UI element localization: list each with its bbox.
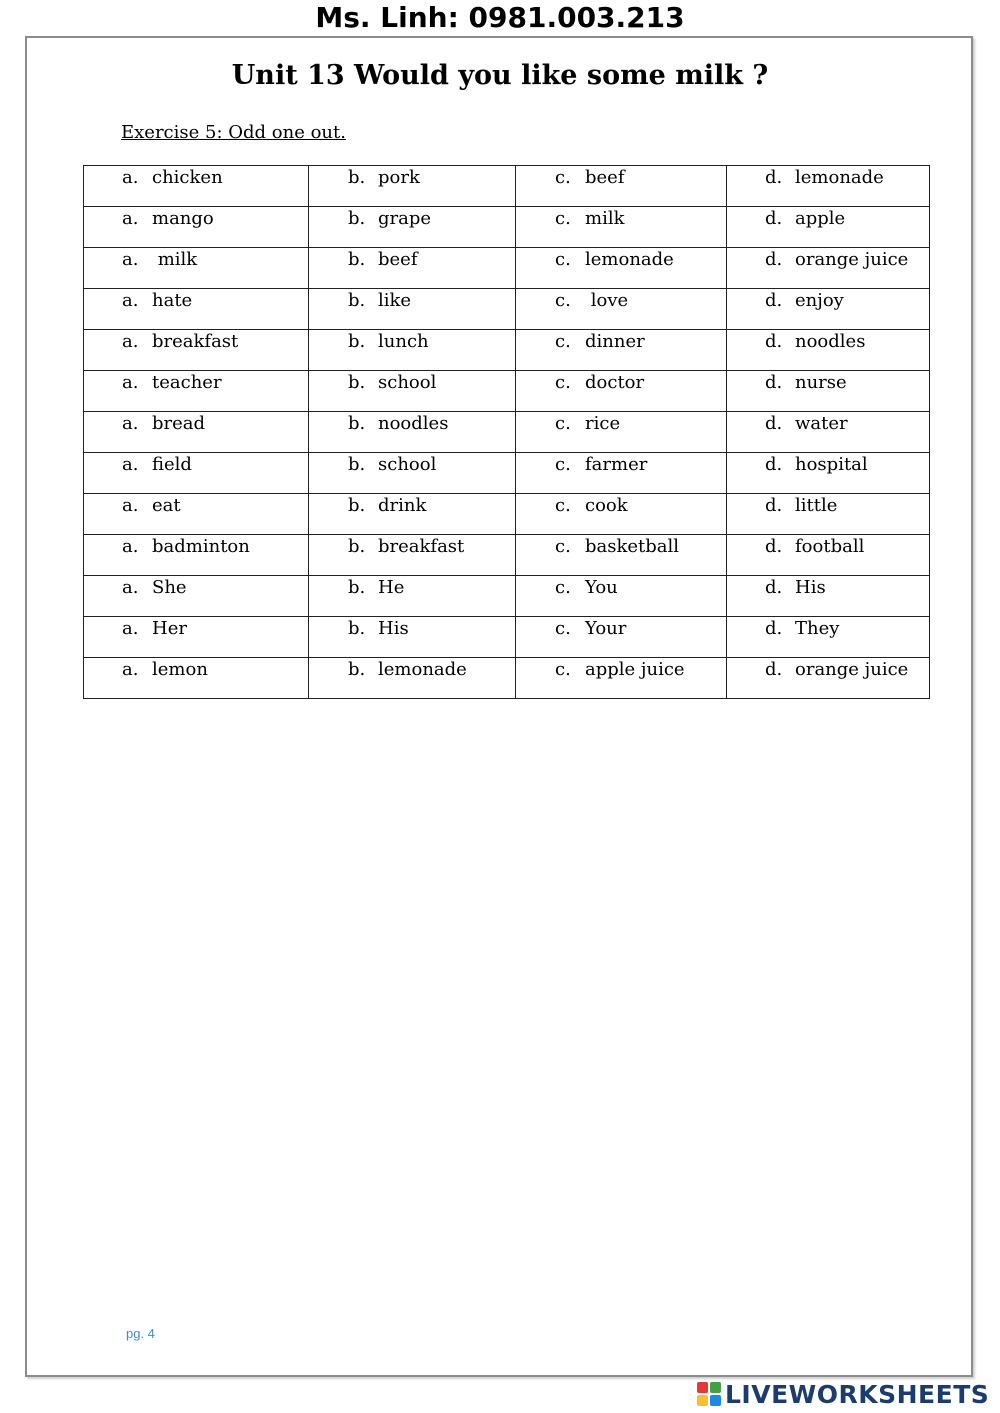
- option: [727, 330, 929, 353]
- option-word: She: [152, 577, 187, 598]
- option: [516, 658, 726, 681]
- option: [516, 248, 726, 271]
- option: [727, 289, 929, 312]
- option-cell[interactable]: [84, 289, 309, 330]
- option-cell[interactable]: [84, 371, 309, 412]
- option-cell[interactable]: [84, 166, 309, 207]
- option-word: beef: [585, 167, 625, 188]
- option: [727, 371, 929, 394]
- liveworksheets-brand[interactable]: [697, 1378, 989, 1410]
- option-cell[interactable]: [84, 576, 309, 617]
- option-cell[interactable]: [516, 576, 727, 617]
- option: [516, 371, 726, 394]
- option-letter: a.: [122, 495, 139, 516]
- option-word: Your: [585, 618, 627, 639]
- option: [727, 166, 929, 189]
- option-cell[interactable]: [727, 289, 930, 330]
- option: [309, 248, 515, 271]
- quiz-row: [84, 330, 930, 371]
- option-cell[interactable]: [516, 494, 727, 535]
- option-word: His: [378, 618, 409, 639]
- option: [84, 494, 308, 517]
- option-cell[interactable]: [727, 535, 930, 576]
- odd-one-out-table: [83, 165, 930, 699]
- option: [516, 289, 726, 312]
- option-word: football: [795, 536, 865, 557]
- option-word: drink: [378, 495, 427, 516]
- option-letter: a.: [122, 167, 139, 188]
- option-letter: a.: [122, 577, 139, 598]
- option-letter: b.: [348, 167, 366, 188]
- option-word: doctor: [585, 372, 645, 393]
- option-letter: c.: [555, 536, 571, 557]
- option-letter: c.: [555, 495, 571, 516]
- option-word: nurse: [795, 372, 847, 393]
- option-letter: b.: [348, 536, 366, 557]
- option: [84, 658, 308, 681]
- option-cell[interactable]: [84, 617, 309, 658]
- option: [84, 576, 308, 599]
- option: [84, 248, 308, 271]
- option-letter: b.: [348, 413, 366, 434]
- option: [309, 535, 515, 558]
- option: [727, 576, 929, 599]
- option-letter: d.: [765, 249, 783, 270]
- option-letter: b.: [348, 331, 366, 352]
- option-cell[interactable]: [727, 617, 930, 658]
- option-cell[interactable]: [516, 658, 727, 699]
- option: [516, 166, 726, 189]
- option: [309, 371, 515, 394]
- quiz-row: [84, 166, 930, 207]
- option-letter: d.: [765, 372, 783, 393]
- option-cell[interactable]: [727, 494, 930, 535]
- option-word: hate: [152, 290, 193, 311]
- option-word: teacher: [152, 372, 222, 393]
- option: [516, 535, 726, 558]
- option-word: beef: [378, 249, 418, 270]
- option-letter: d.: [765, 167, 783, 188]
- option-letter: c.: [555, 413, 571, 434]
- option-cell[interactable]: [516, 289, 727, 330]
- quiz-row: [84, 617, 930, 658]
- quiz-row: [84, 207, 930, 248]
- option-word: He: [378, 577, 405, 598]
- option: [309, 207, 515, 230]
- option-letter: d.: [765, 495, 783, 516]
- option-cell[interactable]: [309, 248, 516, 289]
- option-word: school: [378, 372, 437, 393]
- quiz-row: [84, 576, 930, 617]
- option-letter: c.: [555, 208, 571, 229]
- option-cell[interactable]: [727, 371, 930, 412]
- option-word: school: [378, 454, 437, 475]
- option-word: grape: [378, 208, 432, 229]
- quiz-row: [84, 535, 930, 576]
- option: [727, 617, 929, 640]
- option-cell[interactable]: [309, 576, 516, 617]
- page-title: Unit 13 Would you like some milk ?: [231, 60, 769, 91]
- option-cell[interactable]: [309, 494, 516, 535]
- option-word: breakfast: [378, 536, 465, 557]
- option-word: lunch: [378, 331, 429, 352]
- option-word: apple juice: [585, 659, 685, 680]
- logo-square-green: [710, 1382, 721, 1393]
- option-cell[interactable]: [84, 535, 309, 576]
- option-letter: d.: [765, 659, 783, 680]
- option-letter: d.: [765, 208, 783, 229]
- option: [309, 494, 515, 517]
- option-letter: a.: [122, 413, 139, 434]
- option-word: mango: [152, 208, 214, 229]
- option-word: orange juice: [795, 249, 909, 270]
- option: [516, 412, 726, 435]
- option-word: milk: [585, 208, 625, 229]
- option-word: pork: [378, 167, 420, 188]
- option: [309, 576, 515, 599]
- option-word: milk: [152, 249, 198, 270]
- option-letter: c.: [555, 249, 571, 270]
- option-cell[interactable]: [84, 248, 309, 289]
- option: [84, 371, 308, 394]
- option-word: hospital: [795, 454, 868, 475]
- option-word: They: [795, 618, 840, 639]
- option-word: eat: [152, 495, 181, 516]
- option-cell[interactable]: [727, 453, 930, 494]
- option-word: orange juice: [795, 659, 909, 680]
- option: [84, 453, 308, 476]
- option-letter: d.: [765, 454, 783, 475]
- option: [309, 166, 515, 189]
- option-letter: a.: [122, 536, 139, 557]
- option-word: breakfast: [152, 331, 239, 352]
- option-letter: d.: [765, 290, 783, 311]
- option-letter: c.: [555, 372, 571, 393]
- option-letter: b.: [348, 495, 366, 516]
- option-letter: c.: [555, 454, 571, 475]
- option-letter: a.: [122, 454, 139, 475]
- option: [727, 494, 929, 517]
- option-word: love: [585, 290, 629, 311]
- quiz-row: [84, 371, 930, 412]
- option-cell[interactable]: [516, 412, 727, 453]
- option-cell[interactable]: [309, 658, 516, 699]
- option-cell[interactable]: [516, 330, 727, 371]
- option-letter: d.: [765, 413, 783, 434]
- option-cell[interactable]: [84, 330, 309, 371]
- option-letter: c.: [555, 618, 571, 639]
- option-letter: a.: [122, 208, 139, 229]
- option-letter: a.: [122, 249, 139, 270]
- option-word: water: [795, 413, 848, 434]
- option-word: enjoy: [795, 290, 844, 311]
- option-letter: d.: [765, 536, 783, 557]
- option-word: badminton: [152, 536, 250, 557]
- option: [727, 453, 929, 476]
- option-word: little: [795, 495, 838, 516]
- option-word: rice: [585, 413, 621, 434]
- option-letter: a.: [122, 331, 139, 352]
- option-cell[interactable]: [727, 412, 930, 453]
- liveworksheets-logo-icon: [697, 1382, 721, 1406]
- option: [309, 658, 515, 681]
- option-word: bread: [152, 413, 206, 434]
- option: [84, 207, 308, 230]
- option-cell[interactable]: [84, 453, 309, 494]
- option: [727, 248, 929, 271]
- brand-name: LIVEWORKSHEETS: [725, 1379, 990, 1409]
- option-word: lemonade: [795, 167, 884, 188]
- option-cell[interactable]: [727, 166, 930, 207]
- option: [727, 535, 929, 558]
- option-letter: a.: [122, 372, 139, 393]
- option-letter: c.: [555, 290, 571, 311]
- option: [516, 330, 726, 353]
- option-word: dinner: [585, 331, 645, 352]
- option-cell[interactable]: [516, 166, 727, 207]
- option: [84, 166, 308, 189]
- exercise-heading: Exercise 5: Odd one out.: [121, 122, 346, 143]
- option-cell[interactable]: [727, 248, 930, 289]
- option-letter: b.: [348, 372, 366, 393]
- option-letter: b.: [348, 290, 366, 311]
- option-letter: b.: [348, 454, 366, 475]
- quiz-row: [84, 412, 930, 453]
- option-cell[interactable]: [309, 535, 516, 576]
- option: [516, 576, 726, 599]
- option-letter: b.: [348, 618, 366, 639]
- option: [309, 453, 515, 476]
- option-letter: b.: [348, 208, 366, 229]
- option-cell[interactable]: [309, 166, 516, 207]
- option-letter: d.: [765, 577, 783, 598]
- option-word: chicken: [152, 167, 223, 188]
- quiz-row: [84, 658, 930, 699]
- option-letter: a.: [122, 290, 139, 311]
- quiz-row: [84, 453, 930, 494]
- option-letter: d.: [765, 331, 783, 352]
- option-letter: c.: [555, 577, 571, 598]
- page-number: pg. 4: [126, 1326, 155, 1341]
- option-cell[interactable]: [516, 535, 727, 576]
- logo-square-blue: [710, 1395, 721, 1406]
- quiz-row: [84, 248, 930, 289]
- option-cell[interactable]: [84, 658, 309, 699]
- option-letter: c.: [555, 659, 571, 680]
- option: [309, 289, 515, 312]
- option: [84, 330, 308, 353]
- option: [84, 412, 308, 435]
- option-word: noodles: [795, 331, 866, 352]
- option: [727, 412, 929, 435]
- option-cell[interactable]: [309, 412, 516, 453]
- option-word: You: [585, 577, 618, 598]
- logo-square-yellow: [697, 1395, 708, 1406]
- option-cell[interactable]: [516, 371, 727, 412]
- option-word: cook: [585, 495, 628, 516]
- option-cell[interactable]: [516, 453, 727, 494]
- option-word: lemon: [152, 659, 208, 680]
- option-letter: b.: [348, 577, 366, 598]
- option-word: field: [152, 454, 192, 475]
- option: [309, 412, 515, 435]
- option-word: apple: [795, 208, 846, 229]
- option-cell[interactable]: [516, 207, 727, 248]
- option-letter: a.: [122, 618, 139, 639]
- option-word: noodles: [378, 413, 449, 434]
- option-cell[interactable]: [309, 289, 516, 330]
- option-word: basketball: [585, 536, 680, 557]
- option: [84, 617, 308, 640]
- option-word: farmer: [585, 454, 648, 475]
- option: [516, 494, 726, 517]
- option-letter: d.: [765, 618, 783, 639]
- option: [84, 535, 308, 558]
- option-word: Her: [152, 618, 187, 639]
- option: [727, 658, 929, 681]
- option: [516, 453, 726, 476]
- option-letter: a.: [122, 659, 139, 680]
- option: [84, 289, 308, 312]
- option: [309, 617, 515, 640]
- option-letter: b.: [348, 249, 366, 270]
- option-cell[interactable]: [309, 207, 516, 248]
- option-letter: c.: [555, 331, 571, 352]
- header-teacher-contact: Ms. Linh: 0981.003.213: [315, 1, 685, 34]
- logo-square-red: [697, 1382, 708, 1393]
- option-letter: c.: [555, 167, 571, 188]
- option-cell[interactable]: [84, 207, 309, 248]
- quiz-row: [84, 494, 930, 535]
- option-cell[interactable]: [727, 207, 930, 248]
- option-cell[interactable]: [516, 248, 727, 289]
- option-cell[interactable]: [84, 494, 309, 535]
- option-word: His: [795, 577, 826, 598]
- option-cell[interactable]: [309, 371, 516, 412]
- option-cell[interactable]: [309, 453, 516, 494]
- option: [516, 617, 726, 640]
- option-letter: b.: [348, 659, 366, 680]
- option: [727, 207, 929, 230]
- option-cell[interactable]: [84, 412, 309, 453]
- option-cell[interactable]: [727, 658, 930, 699]
- option-word: lemonade: [378, 659, 467, 680]
- option: [309, 330, 515, 353]
- option-cell[interactable]: [309, 330, 516, 371]
- option-word: lemonade: [585, 249, 674, 270]
- option-cell[interactable]: [727, 330, 930, 371]
- option-word: like: [378, 290, 412, 311]
- option: [516, 207, 726, 230]
- option-cell[interactable]: [309, 617, 516, 658]
- quiz-row: [84, 289, 930, 330]
- option-cell[interactable]: [516, 617, 727, 658]
- option-cell[interactable]: [727, 576, 930, 617]
